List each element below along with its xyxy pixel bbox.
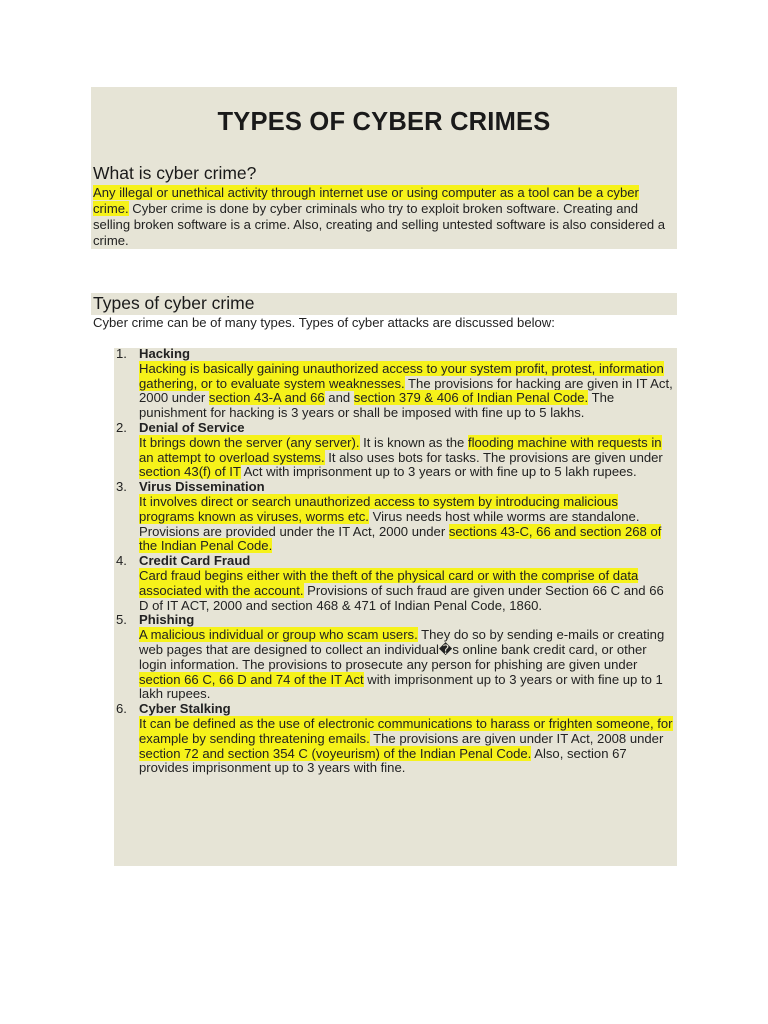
highlighted-text: Hacking is basically gaining unauthorized access to your system profit, protest, information gathering, or to evaluate system weaknesses. [139,360,664,391]
body-text: Also, section 67 provides imprisonment up to 3 years with fine. [139,745,627,776]
list-item-title: Cyber Stalking [139,701,231,717]
document-title: TYPES OF CYBER CRIMES [217,108,551,136]
list-item-description [139,361,673,420]
list-item-title: Virus Dissemination [139,479,265,495]
list-item [114,613,674,702]
section-heading-types: Types of cyber crime [93,293,255,313]
list-item [114,480,674,554]
list-item [114,347,674,421]
highlighted-text: flooding machine with requests in an attempt to overload systems. [139,434,662,465]
definition-rest: Cyber crime is done by cyber criminals who try to exploit broken software. Creating and selling broken software is a crime. Also, creating and selling untested software is also considered a crime. [93,201,666,248]
definition-paragraph [93,185,677,249]
body-text: The provisions are given under IT Act, 2008 under [369,730,664,746]
body-text: The punishment for hacking is 3 years or shall be imposed with fine up to 5 lakhs. [139,390,615,421]
highlighted-text: It involves direct or search unauthorized access to system by introducing malicious programs known as viruses, worms etc. [139,493,618,524]
body-text: Virus needs host while worms are standalone. Provisions are provided under the IT Act, 2000 under [139,508,640,539]
highlighted-text: section 43(f) of IT [139,464,241,480]
list-item-number: 2. [116,419,127,435]
highlighted-text: It can be defined as the use of electronic communications to harass or frighten someone, for example by sending threatening emails. [139,715,673,746]
list-item-description [139,627,664,701]
types-intro: Cyber crime can be of many types. Types of cyber attacks are discussed below: [93,315,555,330]
highlighted-text: Card fraud begins either with the theft of the physical card or with the comprise of data associated with the account. [139,567,639,598]
body-text: Act with imprisonment up to 3 years or with fine up to 5 lakh rupees. [240,464,637,480]
body-text: It also uses bots for tasks. The provisions are given under [324,449,663,465]
list-item-description [139,435,663,480]
highlighted-text: section 43-A and 66 [208,390,325,406]
highlighted-text: sections 43-C, 66 and section 268 of the Indian Penal Code. [139,523,662,554]
list-item-title: Phishing [139,612,195,628]
list-item-number: 6. [116,701,127,717]
body-text: and [324,390,354,406]
list-item [114,702,674,776]
list-item-number: 5. [116,612,127,628]
highlighted-text: section 72 and section 354 C (voyeurism) of the Indian Penal Code. [139,745,532,761]
body-text: Provisions of such fraud are given under Section 66 C and 66 D of IT ACT, 2000 and section 468 & 471 of Indian Penal Code, 1860. [139,582,664,613]
list-item-description [139,716,673,775]
list-item [114,554,674,613]
crime-types-list [114,347,674,776]
highlighted-text: section 379 & 406 of Indian Penal Code. [353,390,589,406]
list-item-number: 3. [116,479,127,495]
list-item-number: 1. [116,346,127,361]
highlighted-text: section 66 C, 66 D and 74 of the IT Act [139,671,364,687]
list-item-description [139,568,664,613]
list-item-title: Hacking [139,346,190,361]
highlighted-text: A malicious individual or group who scam users. [139,627,418,643]
body-text: It is known as the [359,434,468,450]
definition-highlight: Any illegal or unethical activity through internet use or using computer as a tool can be a cyber crime. [93,185,639,216]
highlighted-text: It brings down the server (any server). [139,434,360,450]
list-item-title: Denial of Service [139,419,245,435]
body-text: They do so by sending e-mails or creating web pages that are designed to collect an individual�s online bank credit card, or other login information. The provisions to prosecute any person for phishing are given under [139,627,665,672]
section-heading-what-is: What is cyber crime? [93,163,257,183]
body-text: with imprisonment up to 3 years or with fine up to 1 lakh rupees. [139,671,663,702]
body-text: The provisions for hacking are given in IT Act, 2000 under [139,375,673,406]
list-item [114,421,674,480]
list-item-description [139,494,661,553]
list-item-number: 4. [116,553,127,569]
list-item-title: Credit Card Fraud [139,553,251,569]
